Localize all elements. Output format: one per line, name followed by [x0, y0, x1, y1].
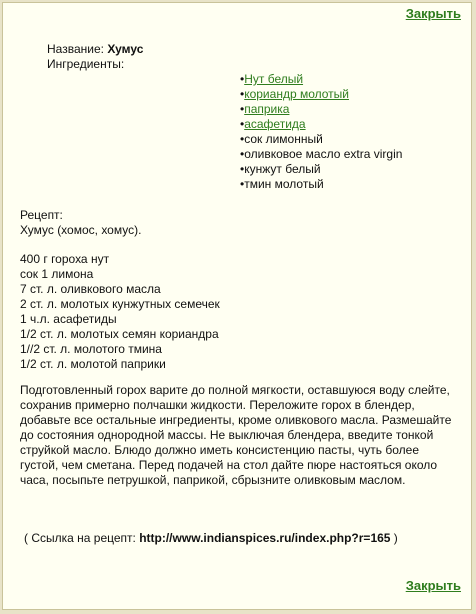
ingredient-text: сок лимонный	[244, 132, 323, 146]
amount-line: 400 г гороха нут	[20, 252, 110, 266]
recipe-name: Хумус	[107, 42, 144, 56]
ingredient-text: тмин молотый	[244, 177, 324, 191]
amount-line: сок 1 лимона	[20, 267, 94, 281]
amount-line: 1/2 ст. л. молотых семян кориандра	[20, 327, 219, 341]
amount-line: 1//2 ст. л. молотого тмина	[20, 342, 162, 356]
recipe-name-row	[47, 42, 143, 57]
amount-line: 7 ст. л. оливкового масла	[20, 282, 161, 296]
ingredient-link[interactable]: асафетида	[244, 117, 306, 131]
recipe-popup	[2, 2, 472, 610]
ingredient-link[interactable]: паприка	[244, 102, 290, 116]
recipe-label: Рецепт:	[20, 208, 63, 222]
amount-line: 1/2 ст. л. молотой паприки	[20, 357, 166, 371]
ingredient-text: оливковое масло extra virgin	[244, 147, 403, 161]
ingredient-item	[240, 132, 402, 147]
ingredient-item	[240, 102, 402, 117]
ingredient-item	[240, 117, 402, 132]
ingredients-list	[240, 72, 402, 192]
amounts-list	[20, 252, 220, 372]
source-suffix: )	[390, 531, 398, 545]
close-link-bottom[interactable]: Закрыть	[405, 578, 461, 593]
recipe-subtitle: Хумус (хомос, хомус).	[20, 223, 142, 237]
amount-line: 2 ст. л. молотых кунжутных семечек	[20, 297, 220, 311]
ingredient-text: кунжут белый	[244, 162, 321, 176]
ingredients-label: Ингредиенты:	[47, 57, 125, 71]
ingredient-link[interactable]: Нут белый	[244, 72, 304, 86]
ingredient-item	[240, 87, 402, 102]
ingredient-item	[240, 72, 402, 87]
amount-line: 1 ч.л. асафетиды	[20, 312, 117, 326]
ingredient-item	[240, 177, 402, 192]
instructions-text: Подготовленный горох варите до полной мягкости, оставшуюся воду слейте, сохранив примерно полчашки жидкости. Переложите горох в блендер, добавьте все остальные ингредиенты, кроме оливкового масла. Размешайте до состояния однородной массы. Не выключая блендера, введите тонкой струйкой масло. Блюдо должно иметь консистенцию пасты, чуть более густой, чем сметана. Перед подачей на стол дайте пюре настояться около часа, посыпьте петрушкой, паприкой, сбрызните оливковым маслом.	[20, 383, 452, 487]
source-line	[24, 531, 398, 545]
name-label: Название:	[47, 42, 104, 56]
ingredient-item	[240, 147, 402, 162]
close-link-top[interactable]: Закрыть	[405, 6, 461, 21]
source-url: http://www.indianspices.ru/index.php?r=165	[139, 531, 391, 545]
source-prefix: ( Ссылка на рецепт:	[24, 531, 140, 545]
ingredient-item	[240, 162, 402, 177]
ingredient-link[interactable]: кориандр молотый	[244, 87, 349, 101]
